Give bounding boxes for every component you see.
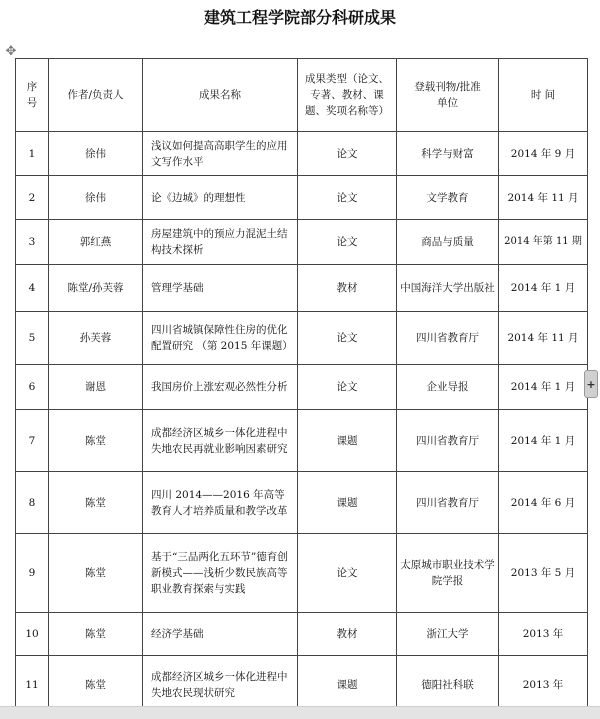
cell-type: 教材 [298,265,397,312]
cell-name: 四川省城镇保障性住房的优化配置研究 （第 2015 年课题） [143,312,298,365]
cell-journal: 文学教育 [397,176,499,220]
cell-type: 论文 [298,312,397,365]
document-title: 建筑工程学院部分科研成果 [203,8,396,27]
cell-author: 陈堂 [49,534,143,613]
cell-author: 郭红燕 [49,220,143,265]
header-seq: 序号 [16,59,49,132]
cell-type: 课题 [298,410,397,472]
move-cross-icon[interactable]: ✥ [5,44,17,59]
plus-icon[interactable]: + [584,370,598,398]
header-type: 成果类型（论文、专著、教材、课题、奖项名称等） [298,59,397,132]
cell-type: 论文 [298,176,397,220]
cell-type: 论文 [298,132,397,176]
header-journal: 登载刊物/批准单位 [397,59,499,132]
cell-author: 谢恩 [49,365,143,410]
cell-no: 7 [16,410,49,472]
table-row [16,312,588,365]
cell-time: 2013 年 5 月 [499,534,588,613]
cell-journal: 太原城市职业技术学院学报 [397,534,499,613]
cell-name: 论《边城》的理想性 [143,176,298,220]
cell-name: 成都经济区城乡一体化进程中失地农民再就业影响因素研究 [143,410,298,472]
cell-name: 四川 2014——2016 年高等教育人才培养质量和教学改革 [143,472,298,534]
horizontal-scrollbar[interactable] [0,706,600,719]
cell-journal: 科学与财富 [397,132,499,176]
cell-no: 9 [16,534,49,613]
cell-author: 陈堂/孙芙蓉 [49,265,143,312]
cell-no: 11 [16,656,49,715]
cell-author: 陈堂 [49,613,143,656]
table-row [16,613,588,656]
cell-no: 8 [16,472,49,534]
header-time: 时 间 [499,59,588,132]
table-row [16,365,588,410]
cell-no: 6 [16,365,49,410]
cell-name: 基于“三品两化五环节”德育创新模式——浅析少数民族高等职业教育探索与实践 [143,534,298,613]
cell-type: 教材 [298,613,397,656]
cell-no: 4 [16,265,49,312]
cell-name: 经济学基础 [143,613,298,656]
cell-type: 论文 [298,365,397,410]
cell-time: 2014 年 1 月 [499,410,588,472]
cell-time: 2014 年 9 月 [499,132,588,176]
cell-name: 成都经济区城乡一体化进程中失地农民现状研究 [143,656,298,715]
table-row [16,220,588,265]
header-author: 作者/负责人 [49,59,143,132]
cell-no: 2 [16,176,49,220]
cell-journal: 四川省教育厅 [397,410,499,472]
cell-type: 课题 [298,472,397,534]
table-row [16,472,588,534]
table-header-row [16,59,588,132]
achievements-table [15,58,588,715]
table-row [16,265,588,312]
cell-type: 论文 [298,220,397,265]
cell-journal: 德阳社科联 [397,656,499,715]
cell-no: 1 [16,132,49,176]
cell-author: 徐伟 [49,132,143,176]
cell-name: 我国房价上涨宏观必然性分析 [143,365,298,410]
cell-time: 2014 年 6 月 [499,472,588,534]
cell-no: 10 [16,613,49,656]
cell-name: 管理学基础 [143,265,298,312]
cell-author: 陈堂 [49,472,143,534]
cell-name: 房屋建筑中的预应力混泥土结构技术探析 [143,220,298,265]
cell-author: 徐伟 [49,176,143,220]
cell-time: 2014 年 11 月 [499,176,588,220]
cell-time: 2013 年 [499,613,588,656]
cell-time: 2013 年 [499,656,588,715]
cell-journal: 商品与质量 [397,220,499,265]
cell-journal: 中国海洋大学出版社 [397,265,499,312]
table-row [16,410,588,472]
cell-type: 论文 [298,534,397,613]
cell-journal: 浙江大学 [397,613,499,656]
cell-time: 2014 年 1 月 [499,265,588,312]
cell-time: 2014 年第 11 期 [499,220,588,265]
table-row [16,176,588,220]
table-row [16,132,588,176]
table-row [16,534,588,613]
cell-journal: 四川省教育厅 [397,312,499,365]
cell-journal: 四川省教育厅 [397,472,499,534]
cell-name: 浅议如何提高高职学生的应用文写作水平 [143,132,298,176]
cell-journal: 企业导报 [397,365,499,410]
cell-author: 陈堂 [49,410,143,472]
cell-type: 课题 [298,656,397,715]
cell-time: 2014 年 1 月 [499,365,588,410]
header-name: 成果名称 [143,59,298,132]
cell-time: 2014 年 11 月 [499,312,588,365]
cell-author: 孙芙蓉 [49,312,143,365]
cell-no: 5 [16,312,49,365]
cell-author: 陈堂 [49,656,143,715]
cell-no: 3 [16,220,49,265]
